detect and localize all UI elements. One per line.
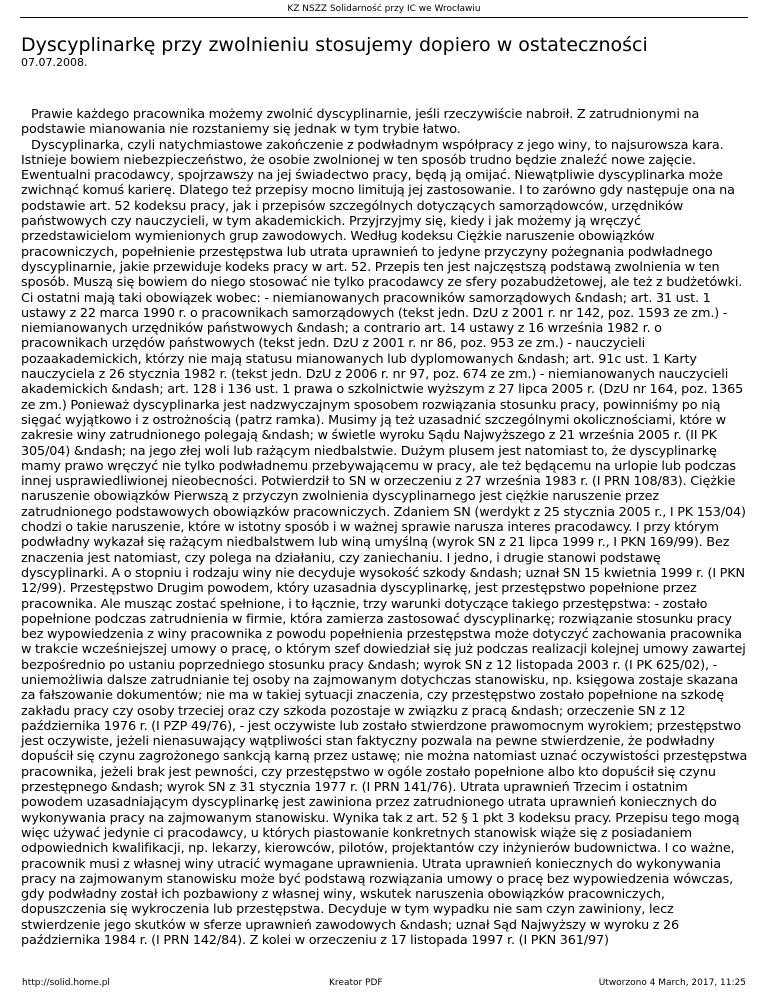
footer-created-date: Utworzono 4 March, 2017, 11:25 xyxy=(598,978,746,988)
footer-url-link[interactable]: http://solid.home.pl xyxy=(22,978,110,988)
article-date: 07.07.2008. xyxy=(21,56,88,69)
article-title: Dyscyplinarkę przy zwolnieniu stosujemy dopiero w ostateczności xyxy=(21,34,648,56)
header-divider xyxy=(20,17,748,18)
page-header: KZ NSZZ Solidarność przy IC we Wrocławiu xyxy=(287,4,481,14)
page-footer xyxy=(22,976,746,990)
article-paragraph: Dyscyplinarka, czyli natychmiastowe zakończenie z podwładnym współpracy z jego winy, to najsurowsza kara. Istnieje bowiem niebezpieczeństwo, że osobie zwolnionej w ten sposób trudno będzie znaleźć nowe zajęcie. Ewentualni pracodawcy, spojrzawszy na jej świadectwo pracy, będą ją omijać. Niewątpliwie dyscyplinarka może zwichnąć komuś karierę. Dlatego też przepisy mocno limitują jej zastosowanie. I to zarówno gdy następuje ona na podstawie art. 52 kodeksu pracy, jak i przepisów szczególnych dotyczących samorządowców, urzędników państwowych czy nauczycieli, w tym akademickich. Przyjrzyjmy się, kiedy i jak możemy ją wręczyć przedstawicielom wymienionych grup zawodowych. Według kodeksu Ciężkie naruszenie obowiązków pracowniczych, popełnienie przestępstwa lub utrata uprawnień to jedyne przyczyny pożegnania podwładnego dyscyplinarnie, jakie przewiduje kodeks pracy w art. 52. Przepis ten jest najczęstszą podstawą zwolnienia w ten sposób. Muszą się bowiem do niego stosować nie tylko pracodawcy ze sfery pozabudżetowej, ale też z budżetówki. Ci ostatni mają taki obowiązek wobec: - niemianowanych pracowników samorządowych &ndash; art. 31 ust. 1 ustawy z 22 marca 1990 r. o pracownikach samorządowych (tekst jedn. DzU z 2001 r. nr 142, poz. 1593 ze zm.) - niemianowanych urzędników państwowych &ndash; a contrario art. 14 ustawy z 16 września 1982 r. o pracownikach urzędów państwowych (tekst jedn. DzU z 2001 r. nr 86, poz. 953 ze zm.) - nauczycieli pozaakademickich, którzy nie mają statusu mianowanych lub dyplomowanych &ndash; art. 91c ust. 1 Karty nauczyciela z 26 stycznia 1982 r. (tekst jedn. DzU z 2006 r. nr 97, poz. 674 ze zm.) - niemianowanych nauczycieli akademickich &ndash; art. 128 i 136 ust. 1 prawa o szkolnictwie wyższym z 27 lipca 2005 r. (DzU nr 164, poz. 1365 ze zm.) Ponieważ dyscyplinarka jest nadzwyczajnym sposobem rozwiązania stosunku pracy, powinniśmy po nią sięgać wyjątkowo i z ostrożnością (patrz ramka). Musimy ją też uzasadnić szczególnymi okolicznościami, które w zakresie winy zatrudnionego polegają &ndash; w świetle wyroku Sądu Najwyższego z 21 września 2005 r. (II PK 305/04) &ndash; na jego złej woli lub rażącym niedbalstwie. Dużym plusem jest natomiast to, że dyscyplinarkę mamy prawo wręczyć nie tylko podwładnemu przebywającemu w pracy, ale też będącemu na urlopie lub podczas innej usprawiedliwionej nieobecności. Potwierdził to SN w orzeczeniu z 27 września 1983 r. (I PRN 108/83). Ciężkie naruszenie obowiązków Pierwszą z przyczyn zwolnienia dyscyplinarnego jest ciężkie naruszenie przez zatrudnionego podstawowych obowiązków pracowniczych. Zdaniem SN (werdykt z 25 stycznia 2005 r., I PK 153/04) chodzi o takie naruszenie, które w istotny sposób i w ważnej sprawie narusza interes pracodawcy. I przy którym podwładny wykazał się rażącym niedbalstwem lub winą umyślną (wyrok SN z 21 lipca 1999 r., I PKN 169/99). Bez znaczenia jest natomiast, czy polega na działaniu, czy zaniechaniu. I jedno, i drugie stanowi podstawę dyscyplinarki. A o stopniu i rodzaju winy nie decyduje wysokość szkody &ndash; uznał SN 15 kwietnia 1999 r. (I PKN 12/99). Przestępstwo Drugim powodem, który uzasadnia dyscyplinarkę, jest przestępstwo popełnione przez pracownika. Ale musząc zostać spełnione, i to łącznie, trzy warunki dotyczące takiego przestępstwa: - zostało popełnione podczas zatrudnienia w firmie, która zamierza zastosować dyscyplinarkę; rozwiązanie stosunku pracy bez wypowiedzenia z winy pracownika z powodu popełnienia przestępstwa może dotyczyć zachowania pracownika w trakcie wcześniejszej umowy o pracę, o którym szef dowiedział się już podczas realizacji kolejnej umowy zawartej bezpośrednio po ustaniu poprzedniego stosunku pracy &ndash; wyrok SN z 12 listopada 2003 r. (I PK 625/02), - uniemożliwia dalsze zatrudnianie tej osoby na zajmowanym dotychczas stanowisku, np. księgowa zostaje skazana za fałszowanie dokumentów; nie ma w takiej sytuacji znaczenia, czy przestępstwo zostało popełnione na szkodę zakładu pracy czy osoby trzeciej oraz czy szkoda pozostaje w związku z pracą &ndash; orzeczenie SN z 12 października 1976 r. (I PZP 49/76), - jest oczywiste lub zostało stwierdzone prawomocnym wyrokiem; przestępstwo jest oczywiste, jeżeli nienasuwający wątpliwości stan faktyczny pozwala na pewne stwierdzenie, że podwładny dopuścił się czynu zagrożonego sankcją karną przez ustawę; nie można natomiast uznać oczywistości przestępstwa pracownika, jeżeli brak jest pewności, czy przestępstwo w ogóle zostało popełnione albo kto dopuścił się czynu przestępnego &ndash; wyrok SN z 31 stycznia 1977 r. (I PRN 141/76). Utrata uprawnień Trzecim i ostatnim powodem uzasadniającym dyscyplinarkę jest zawiniona przez zatrudnionego utrata uprawnień koniecznych do wykonywania pracy na zajmowanym stanowisku. Wynika tak z art. 52 § 1 pkt 3 kodeksu pracy. Przepisu tego mogą więc używać jedynie ci pracodawcy, u których piastowanie konkretnych stanowisk wiąże się z posiadaniem odpowiednich kwalifikacji, np. lekarzy, kierowców, pilotów, projektantów czy inżynierów budownictwa. I co ważne, pracownik musi z własnej winy utracić wymagane uprawnienia. Utrata uprawnień koniecznych do wykonywania pracy na zajmowanym stanowisku może być podstawą rozwiązania umowy o pracę bez wypowiedzenia wówczas, gdy podwładny został ich pozbawiony z własnej winy, wskutek naruszenia obowiązków pracowniczych, dopuszczenia się wykroczenia lub przestępstwa. Decyduje w tym wypadku nie sam czyn zawiniony, lecz stwierdzenie jego skutków w sferze uprawnień zawodowych &ndash; uznał Sąd Najwyższy w wyroku z 26 października 1984 r. (I PRN 142/84). Z kolei w orzeczeniu z 17 listopada 1997 r. (I PKN 361/97) xyxy=(21,137,748,949)
footer-creator: Kreator PDF xyxy=(329,978,383,988)
article-paragraph: Prawie każdego pracownika możemy zwolnić dyscyplinarnie, jeśli rzeczywiście nabroił. Z zatrudnionymi na podstawie mianowania nie rozstaniemy się jednak w tym trybie łatwo. xyxy=(21,107,700,138)
article-body xyxy=(21,107,751,948)
